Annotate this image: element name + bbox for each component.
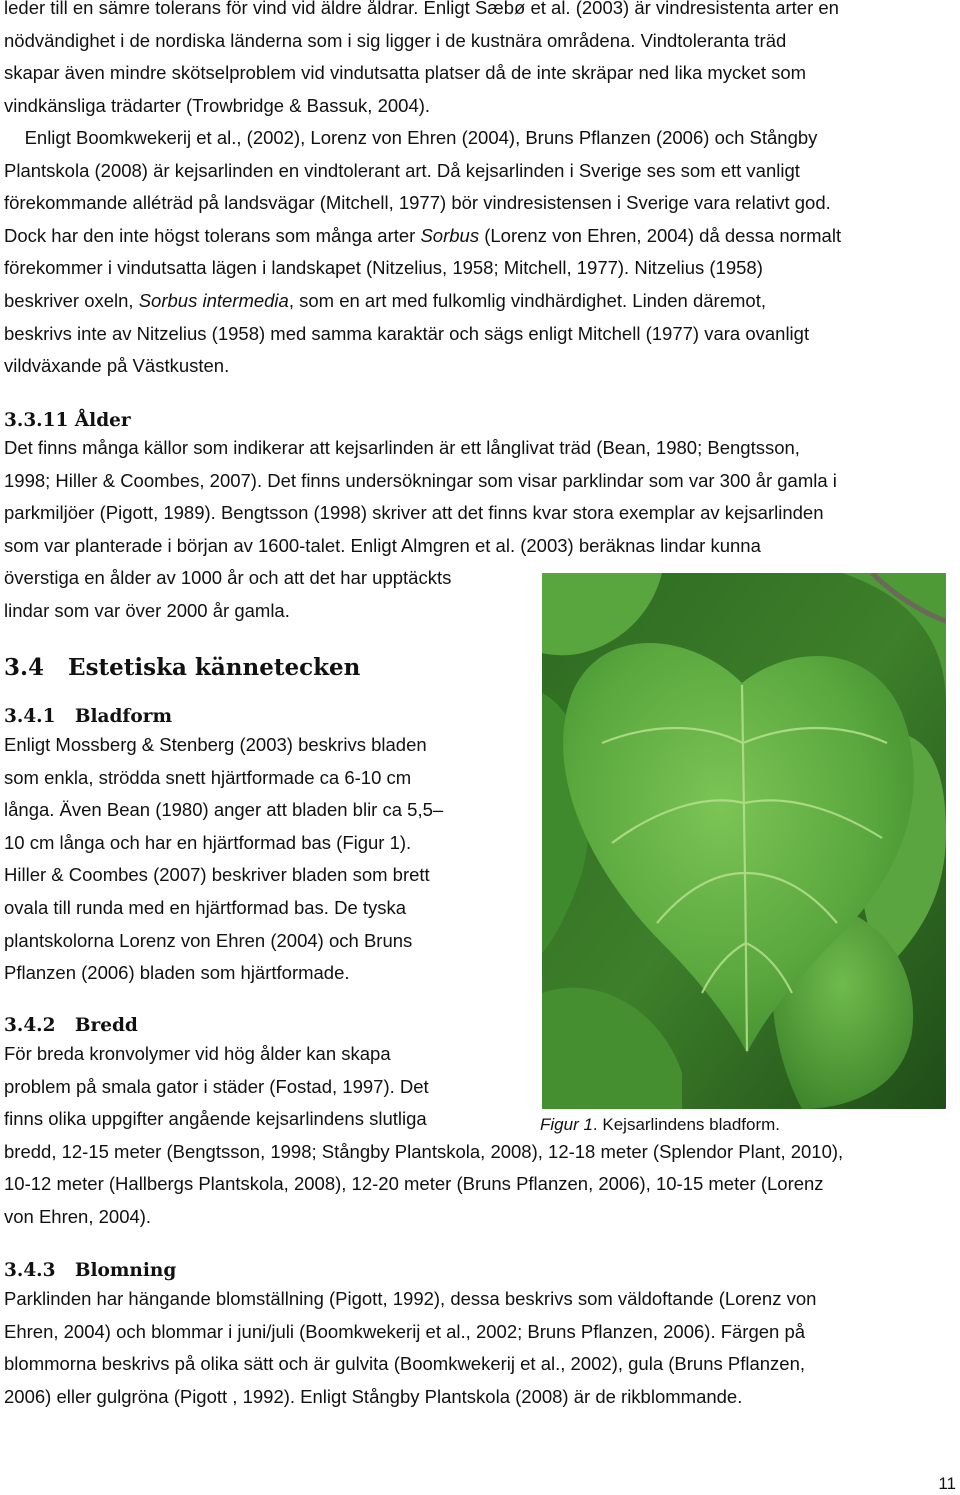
text-line: förekommande alléträd på landsvägar (Mitchell, 1977) bör vindresistensen i Sverige vara relativt god. xyxy=(4,192,831,214)
italic-species-sorbus: Sorbus xyxy=(420,224,480,246)
paragraph-wind-tolerance xyxy=(4,0,956,122)
paragraph-leaf-shape xyxy=(4,729,529,990)
figure-label: Figur 1 xyxy=(540,1115,593,1134)
figure-caption xyxy=(540,1113,780,1137)
heading-estetiska-kannetecken: 3.4 Estetiska kännetecken xyxy=(4,654,361,681)
text-line: 10 cm långa och har en hjärtformad bas (Figur 1). xyxy=(4,831,412,853)
italic-species-sorbus-intermedia: Sorbus intermedia xyxy=(138,289,289,311)
text-line: nödvändighet i de nordiska länderna som i sig ligger i de kustnära områdena. Vindtoleranta träd xyxy=(4,29,787,51)
text-line: parkmiljöer (Pigott, 1989). Bengtsson (1998) skriver att det finns kvar stora exemplar av kejsarlinden xyxy=(4,502,824,524)
text-line: (Lorenz von Ehren, 2004) då dessa normalt xyxy=(479,224,842,246)
heading-alder: 3.3.11 Ålder xyxy=(4,410,131,431)
text-line: leder till en sämre tolerans för vind vid äldre åldrar. Enligt Sæbø et al. (2003) är vindresistenta arter en xyxy=(4,0,839,18)
text-line: lindar som var över 2000 år gamla. xyxy=(4,599,290,621)
figure-caption-text: . Kejsarlindens bladform. xyxy=(592,1115,781,1134)
heading-bredd: 3.4.2 Bredd xyxy=(4,1015,138,1036)
text-line: Det finns många källor som indikerar att kejsarlinden är ett långlivat träd (Bean, 1980; Bengtsson, xyxy=(4,437,800,458)
text-line: som var planterade i början av 1600-talet. Enligt Almgren et al. (2003) beräknas lindar kunna xyxy=(4,534,761,556)
text-line: Ehren, 2004) och blommar i juni/juli (Boomkwekerij et al., 2002; Bruns Pflanzen, 2006). Färgen på xyxy=(4,1320,806,1342)
text-line: För breda kronvolymer vid hög ålder kan skapa xyxy=(4,1043,391,1064)
heading-blomning: 3.4.3 Blomning xyxy=(4,1260,177,1281)
text-line: bredd, 12-15 meter (Bengtsson, 1998; Stångby Plantskola, 2008), 12-18 meter (Splendor Plant, 2010), xyxy=(4,1140,844,1162)
leaf-illustration xyxy=(542,573,946,1109)
text-line: 2006) eller gulgröna (Pigott , 1992). Enligt Stångby Plantskola (2008) är de rikblommande. xyxy=(4,1385,743,1407)
text-line: Hiller & Coombes (2007) beskriver bladen som brett xyxy=(4,864,430,886)
text-line: överstiga en ålder av 1000 år och att det har upptäckts xyxy=(4,567,452,589)
text-line: skapar även mindre skötselproblem vid vindutsatta platser då de inte skräpar ned lika mycket som xyxy=(4,62,807,84)
figure-linden-leaf-photo xyxy=(542,573,946,1109)
text-line: beskrivs inte av Nitzelius (1958) med samma karaktär och sägs enligt Mitchell (1977) vara ovanligt xyxy=(4,322,810,344)
text-line: problem på smala gator i städer (Fostad, 1997). Det xyxy=(4,1075,429,1097)
text-line: ovala till runda med en hjärtformad bas. De tyska xyxy=(4,896,407,918)
text-line: beskriver oxeln, xyxy=(4,289,139,311)
paragraph-flowering xyxy=(4,1283,956,1413)
text-line: som enkla, strödda snett hjärtformade ca 6-10 cm xyxy=(4,766,412,788)
text-line: , som en art med fulkomlig vindhärdighet. Linden däremot, xyxy=(288,289,766,311)
text-line: Pflanzen (2006) bladen som hjärtformade. xyxy=(4,962,350,984)
text-line: Dock har den inte högst tolerans som många arter xyxy=(4,224,421,246)
heading-bladform: 3.4.1 Bladform xyxy=(4,706,173,727)
text-line: Plantskola (2008) är kejsarlinden en vindtolerant art. Då kejsarlinden i Sverige ses som ett vanligt xyxy=(4,159,800,181)
text-line: förekommer i vindutsatta lägen i landskapet (Nitzelius, 1958; Mitchell, 1977). Nitzelius (1958) xyxy=(4,257,763,279)
text-line: von Ehren, 2004). xyxy=(4,1205,152,1227)
text-line: plantskolorna Lorenz von Ehren (2004) och Bruns xyxy=(4,929,413,951)
text-line: Parklinden har hängande blomställning (Pigott, 1992), dessa beskrivs som väldoftande (Lorenz von xyxy=(4,1288,817,1309)
text-line: Enligt Boomkwekerij et al., (2002), Lorenz von Ehren (2004), Bruns Pflanzen (2006) och Stångby xyxy=(4,127,818,148)
text-line: 10-12 meter (Hallbergs Plantskola, 2008), 12-20 meter (Bruns Pflanzen, 2006), 10-15 meter (Lorenz xyxy=(4,1173,824,1195)
page-number: 11 xyxy=(938,1474,956,1493)
text-line: blommorna beskrivs på olika sätt och är gulvita (Boomkwekerij et al., 2002), gula (Bruns Pflanzen, xyxy=(4,1353,806,1375)
text-line: finns olika uppgifter angående kejsarlindens slutliga xyxy=(4,1108,427,1130)
text-line: vildväxande på Västkusten. xyxy=(4,355,230,377)
text-line: långa. Även Bean (1980) anger att bladen blir ca 5,5– xyxy=(4,799,444,821)
text-line: 1998; Hiller & Coombes, 2007). Det finns undersökningar som visar parklindar som var 300 år gamla i xyxy=(4,469,837,491)
paragraph-kejsarlinden-wind xyxy=(4,122,956,383)
text-line: vindkänsliga trädarter (Trowbridge & Bassuk, 2004). xyxy=(4,94,431,116)
text-line: Enligt Mossberg & Stenberg (2003) beskrivs bladen xyxy=(4,734,427,755)
